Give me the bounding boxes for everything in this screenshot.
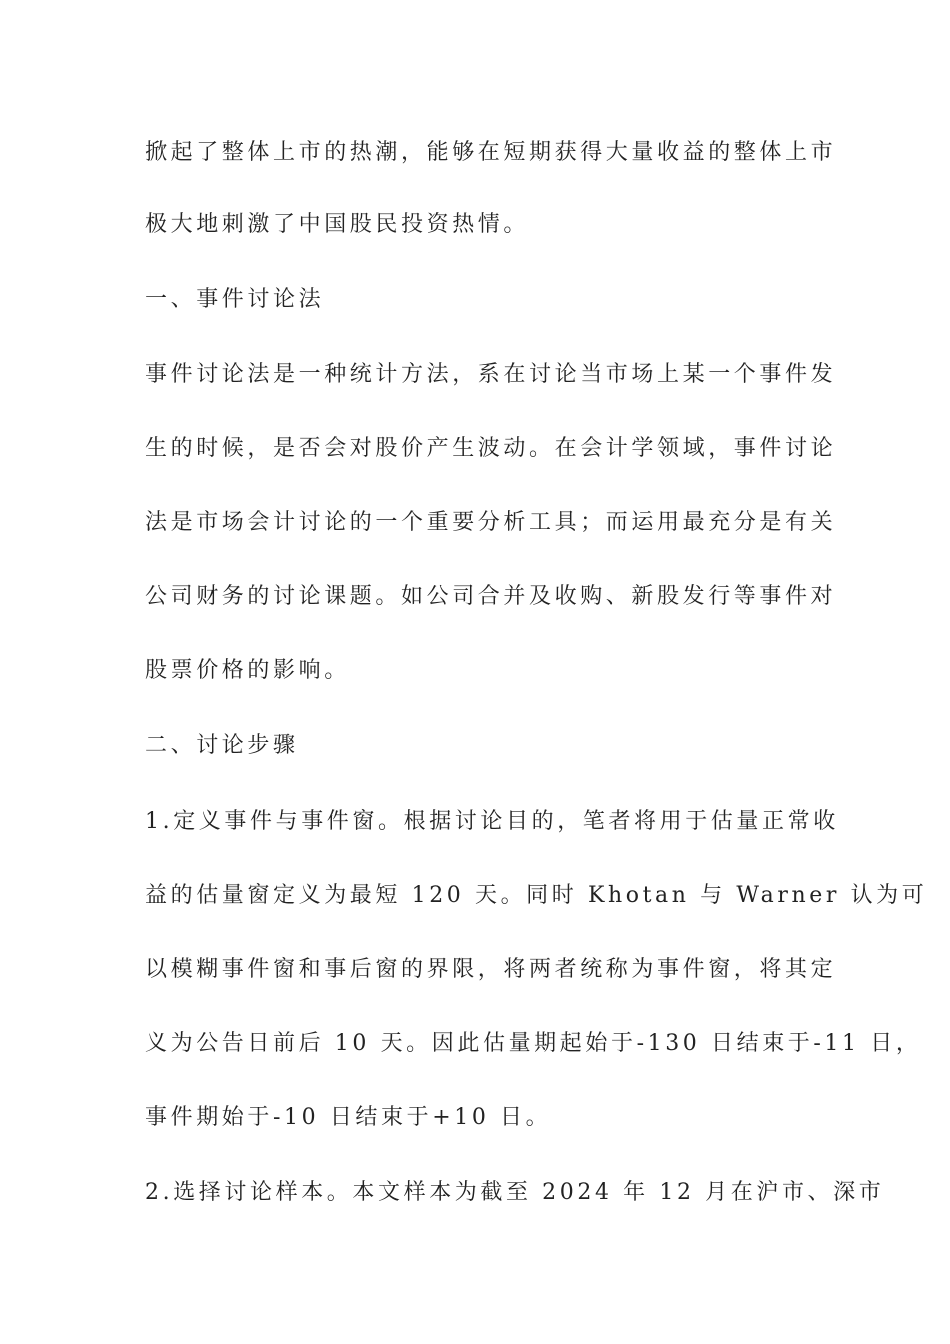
paragraph-line-7: 股票价格的影响。 <box>145 658 350 683</box>
paragraph-line-13: 2.选择讨论样本。本文样本为截至 2024 年 12 月在沪市、深市 <box>145 1180 885 1205</box>
section-heading-1: 一、事件讨论法 <box>145 287 325 312</box>
paragraph-line-12: 事件期始于-10 日结束于+10 日。 <box>145 1105 552 1130</box>
paragraph-line-4: 生的时候，是否会对股价产生波动。在会计学领域，事件讨论 <box>145 436 837 461</box>
paragraph-line-8: 1.定义事件与事件窗。根据讨论目的，笔者将用于估量正常收 <box>145 809 839 834</box>
paragraph-line-11: 义为公告日前后 10 天。因此估量期起始于-130 日结束于-11 日， <box>145 1031 922 1056</box>
paragraph-line-1: 掀起了整体上市的热潮，能够在短期获得大量收益的整体上市 <box>145 140 837 165</box>
paragraph-line-2: 极大地刺激了中国股民投资热情。 <box>145 212 530 237</box>
paragraph-line-10: 以模糊事件窗和事后窗的界限，将两者统称为事件窗，将其定 <box>145 957 837 982</box>
paragraph-line-3: 事件讨论法是一种统计方法，系在讨论当市场上某一个事件发 <box>145 362 837 387</box>
paragraph-line-5: 法是市场会计讨论的一个重要分析工具；而运用最充分是有关 <box>145 510 837 535</box>
paragraph-line-9: 益的估量窗定义为最短 120 天。同时 Khotan 与 Warner 认为可 <box>145 883 928 908</box>
paragraph-line-6: 公司财务的讨论课题。如公司合并及收购、新股发行等事件对 <box>145 584 837 609</box>
section-heading-2: 二、讨论步骤 <box>145 733 299 758</box>
